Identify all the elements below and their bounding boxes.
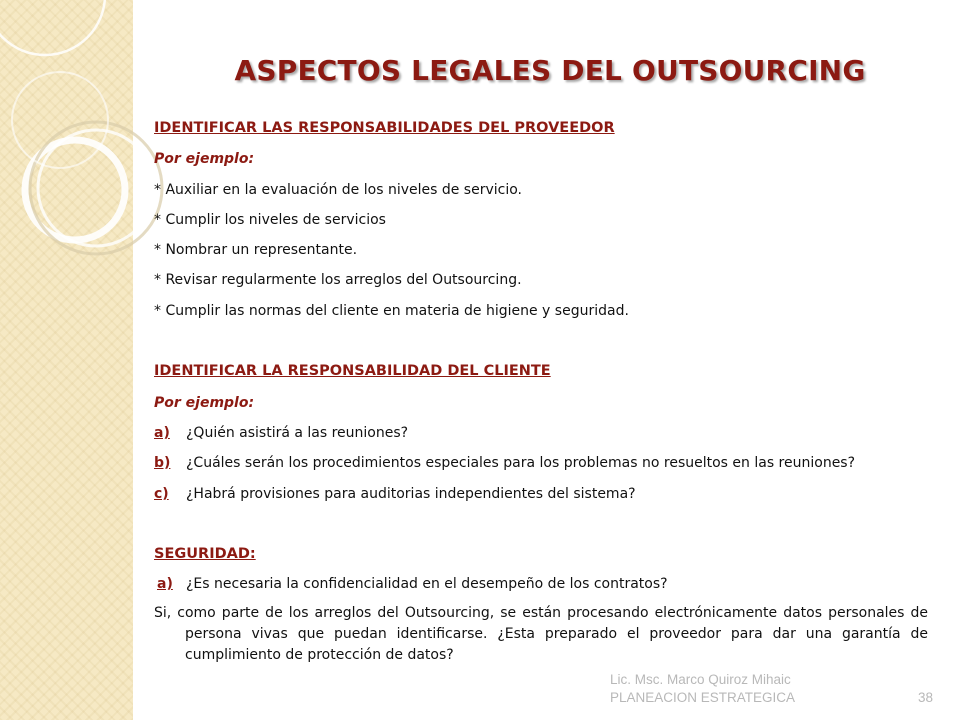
provider-item: * Nombrar un representante.: [154, 242, 358, 258]
slide-title: ASPECTOS LEGALES DEL OUTSOURCING: [234, 54, 866, 87]
item-text: ¿Quién asistirá a las reuniones?: [186, 425, 409, 441]
security-item: [154, 575, 668, 593]
item-marker: a): [154, 425, 170, 441]
provider-item: * Auxiliar en la evaluación de los niveles de servicio.: [154, 182, 522, 198]
item-text: ¿Es necesaria la confidencialidad en el desempeño de los contratos?: [186, 576, 668, 592]
provider-item: * Cumplir los niveles de servicios: [154, 212, 386, 228]
client-item: [154, 454, 855, 472]
page-number: 38: [918, 690, 934, 705]
decorative-circles: [0, 0, 175, 310]
client-item: [154, 485, 636, 503]
item-text: ¿Habrá provisiones para auditorias independientes del sistema?: [186, 486, 636, 502]
security-heading: SEGURIDAD:: [154, 546, 256, 562]
item-text: ¿Cuáles serán los procedimientos especiales para los problemas no resueltos en las reuniones?: [186, 455, 856, 471]
footer-author: Lic. Msc. Marco Quiroz Mihaic: [610, 672, 791, 687]
provider-example-label: Por ejemplo:: [154, 151, 255, 167]
provider-heading: IDENTIFICAR LAS RESPONSABILIDADES DEL PROVEEDOR: [154, 120, 615, 136]
footer-course: PLANEACION ESTRATEGICA: [610, 690, 796, 705]
item-marker: c): [154, 486, 169, 502]
security-paragraph: Si, como parte de los arreglos del Outsourcing, se están procesando electrónicamente datos personales de persona vivas que puedan identificarse. ¿Esta preparado el proveedor para dar una garantía de cumplimiento de protección de datos?: [154, 605, 928, 663]
provider-item: * Revisar regularmente los arreglos del Outsourcing.: [154, 272, 522, 288]
client-item: [154, 424, 408, 442]
item-marker: a): [157, 576, 173, 592]
client-heading: IDENTIFICAR LA RESPONSABILIDAD DEL CLIENTE: [154, 363, 551, 379]
provider-item: * Cumplir las normas del cliente en materia de higiene y seguridad.: [154, 303, 629, 319]
client-example-label: Por ejemplo:: [154, 395, 255, 411]
item-marker: b): [154, 455, 171, 471]
